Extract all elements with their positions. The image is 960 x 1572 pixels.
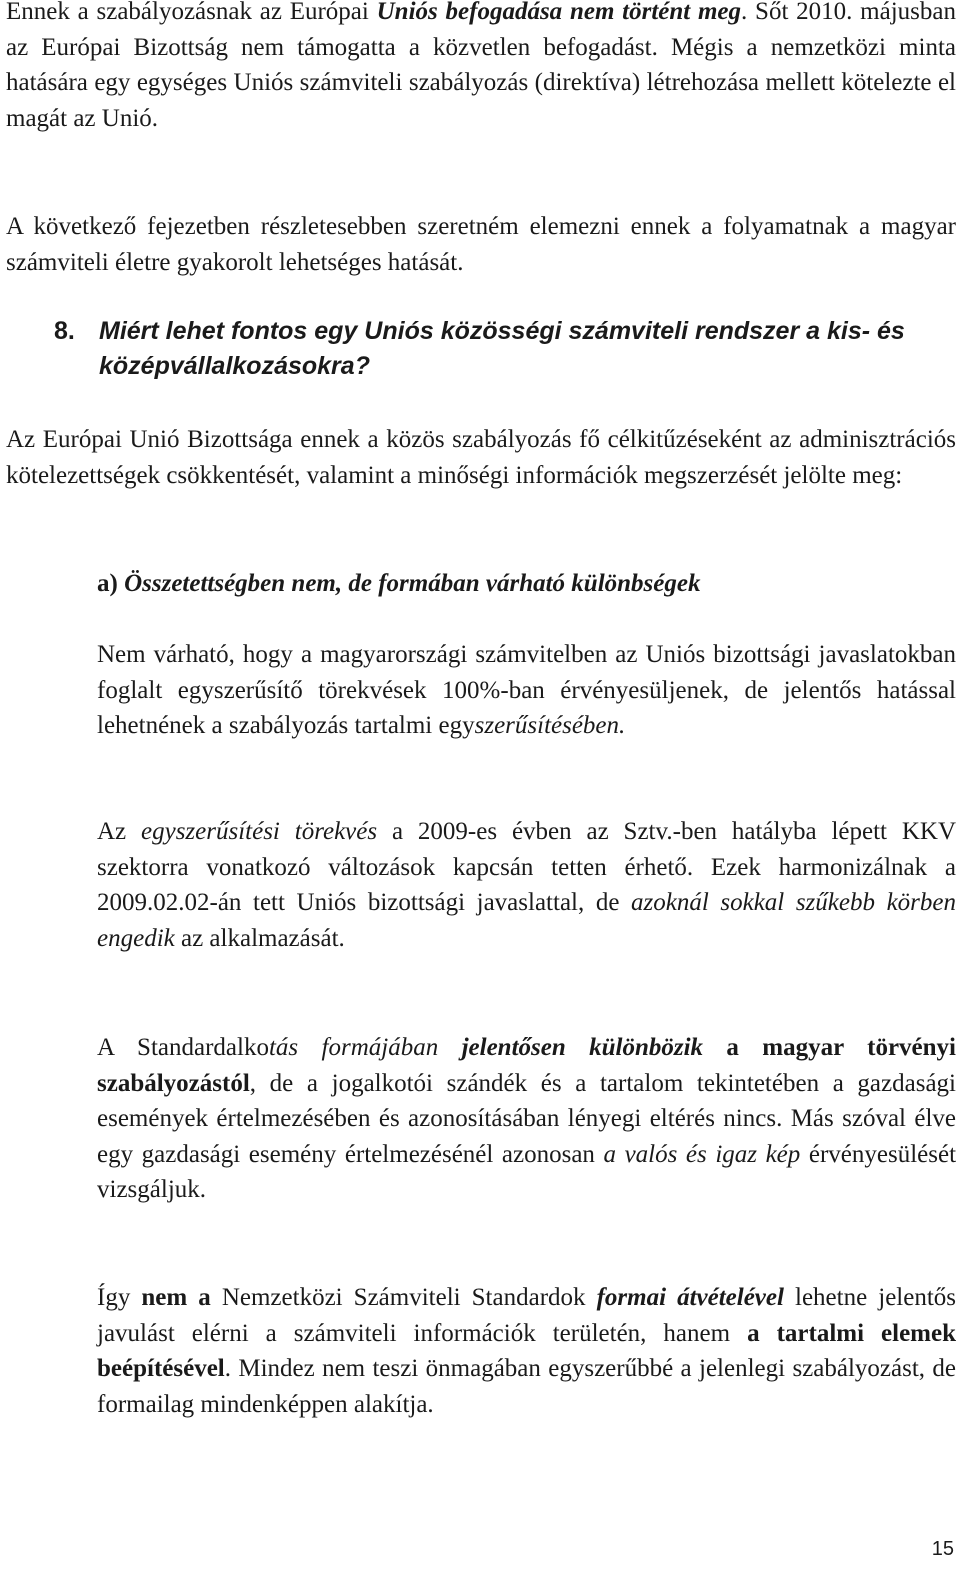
paragraph-eu-adoption xyxy=(6,0,956,136)
text-span: . Sőt 2010. májusban az Európai Bizottság nem támogatta a közvetlen befogadást. Mégis a nemzetközi minta hatására egy egységes Uniós számviteli szabályozás (direktíva) létrehozása mellett kötelezte el magát az Unió. xyxy=(6,0,956,132)
emphasis-text: azoknál sokkal szűkebb körben engedik xyxy=(97,889,956,952)
emphasis-text: a valós és igaz kép xyxy=(603,1140,801,1168)
text-span: Az xyxy=(97,818,142,845)
heading-number: 8. xyxy=(54,317,75,345)
text-span xyxy=(438,1034,461,1061)
subheading-label: a) xyxy=(97,570,118,597)
paragraph-next-chapter: A következő fejezetben részletesebben szeretném elemezni ennek a folyamatnak a magyar számviteli életre gyakorolt lehetséges hatását. xyxy=(6,213,956,276)
emphasis-text: szerűsítésében. xyxy=(474,712,626,739)
text-span: az alkalmazását. xyxy=(174,924,345,952)
paragraph-conclusion xyxy=(97,1280,956,1422)
text-span: Nem várható, hogy a magyarországi számvitelben az Uniós bizottsági javaslatokban foglalt egyszerűsítő törekvések 100%-ban érvényesüljenek, de jelentős hatással lehetnének a szabályozás tartalmi egy xyxy=(97,641,956,739)
text-span: Ennek a szabályozásnak az Európai xyxy=(6,0,377,25)
emphasis-text: egyszerűsítési törekvés xyxy=(141,818,378,845)
strong-text: a magyar törvényi szabályozástól xyxy=(97,1034,957,1097)
emphasis-text: tás formájában xyxy=(268,1034,439,1061)
paragraph-sztv-2009 xyxy=(97,814,956,956)
strong-emphasis-text: formai átvételével xyxy=(596,1284,784,1311)
page-number: 15 xyxy=(931,1538,954,1560)
subheading-a xyxy=(97,566,700,602)
heading-title: Miért lehet fontos egy Uniós közösségi számviteli rendszer a kis- és középvállalkozásokra? xyxy=(99,317,905,380)
emphasis-text: Uniós befogadása nem történt meg xyxy=(376,0,742,25)
subheading-title: Összetettségben nem, de formában várható különbségek xyxy=(124,570,701,597)
text-span: , de a jogalkotói szándék és a tartalom tekintetében a gazdasági események értelmezésében és azonosításában lényegi eltérés nincs. Más szóval élve egy gazdasági esemény értelmezésénél azonosan xyxy=(97,1069,956,1168)
strong-text: a tartalmi elemek beépítésével xyxy=(97,1319,956,1382)
text-span: Így xyxy=(97,1284,142,1311)
text-span: Nemzetközi Számviteli Standardok xyxy=(210,1284,597,1311)
strong-emphasis-text: jelentősen különbözik xyxy=(461,1034,704,1061)
paragraph-simplification-expected xyxy=(97,637,956,744)
text-span: a 2009-es évben az Sztv.-ben hatályba lépett KKV szektorra vonatkozó változások kapcsán tetten érhető. Ezek harmonizálnak a 2009.02.02-án tett Uniós bizottsági javaslattal, de xyxy=(97,818,956,916)
paragraph-eu-commission: Az Európai Unió Bizottsága ennek a közös szabályozás fő célkitűzéseként az adminisztrációs kötelezettségek csökkentését, valamint a minőségi információk megszerzését jelölte meg: xyxy=(6,426,956,489)
text-span: . Mindez nem teszi önmagában egyszerűbbé a jelenlegi szabályozást, de formailag mindenképpen alakítja. xyxy=(97,1355,956,1418)
section-heading-8 xyxy=(54,314,914,384)
text-span: lehetne jelentős javulást elérni a számviteli információk területén, hanem xyxy=(97,1284,957,1347)
text-span: A Standardalko xyxy=(97,1034,269,1061)
paragraph-standard-form xyxy=(97,1030,956,1208)
strong-text: nem a xyxy=(141,1284,211,1311)
text-span: érvényesülését vizsgáljuk. xyxy=(97,1140,957,1203)
